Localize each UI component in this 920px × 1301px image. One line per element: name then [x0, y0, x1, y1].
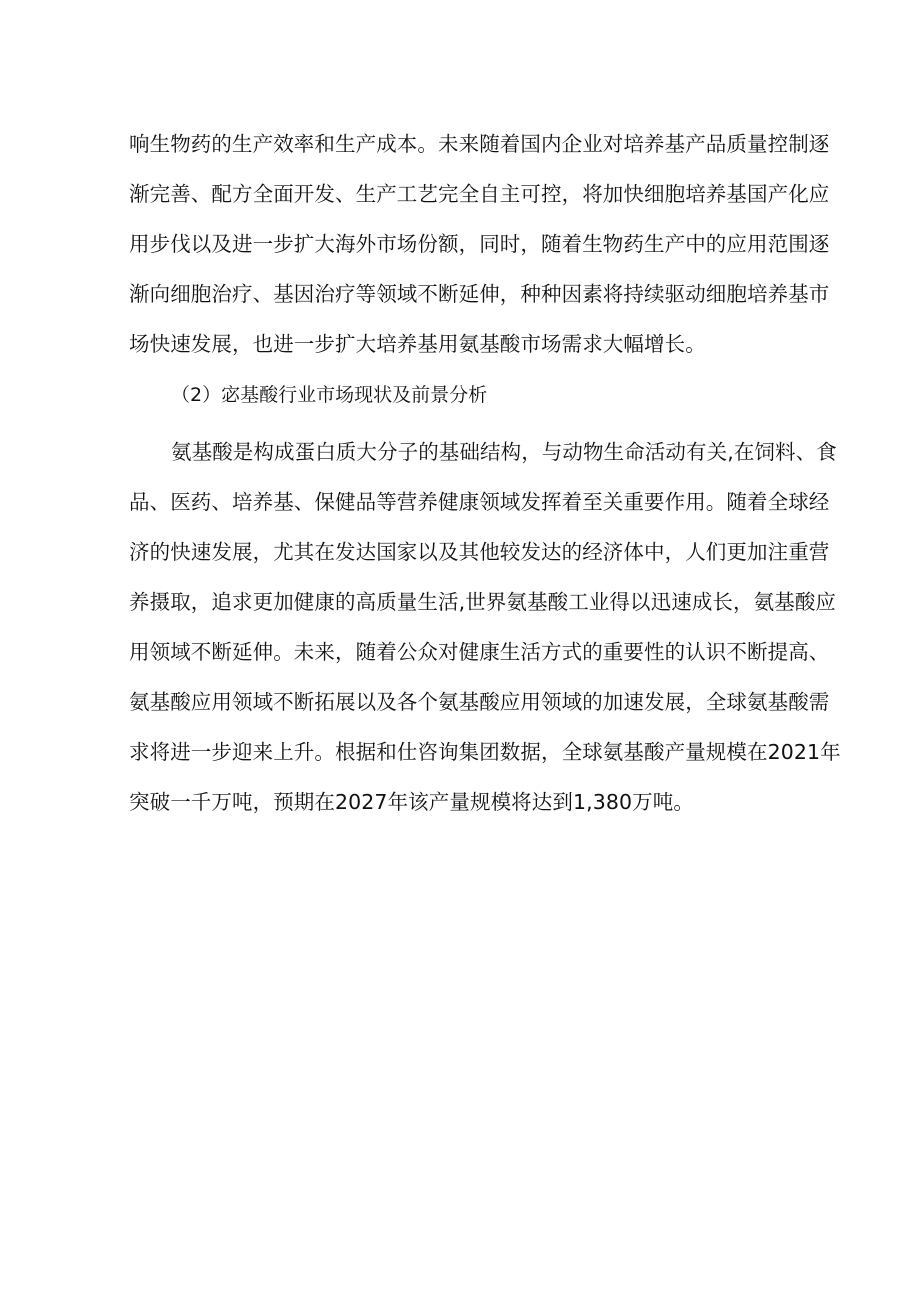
paragraph-1-line-3: 用步伐以及进一步扩大海外市场份额，同时，随着生物药生产中的应用范围逐 [129, 232, 830, 256]
paragraph-2-line-3: 济的快速发展，尤其在发达国家以及其他较发达的经济体中，人们更加注重营 [129, 540, 830, 564]
paragraph-2-line-5: 用领域不断延伸。未来，随着公众对健康生活方式的重要性的认识不断提高、 [129, 640, 830, 664]
paragraph-2-line-2: 品、医药、培养基、保健品等营养健康领域发挥着至关重要作用。随着全球经 [129, 490, 830, 514]
paragraph-2-line-8: 突破一千万吨，预期在2027年该产量规模将达到1,380万吨。 [129, 790, 694, 814]
paragraph-1-line-5: 场快速发展，也进一步扩大培养基用氨基酸市场需求大幅增长。 [129, 332, 706, 356]
paragraph-1-line-4: 渐向细胞治疗、基因治疗等领域不断延伸，种种因素将持续驱动细胞培养基市 [129, 282, 830, 306]
paragraph-2-line-7: 求将进一步迎来上升。根据和仕咨询集团数据，全球氨基酸产量规模在2021年 [129, 740, 841, 764]
paragraph-1-line-1: 响生物药的生产效率和生产成本。未来随着国内企业对培养基产品质量控制逐 [129, 132, 830, 156]
paragraph-1-line-2: 渐完善、配方全面开发、生产工艺完全自主可控，将加快细胞培养基国产化应 [129, 182, 830, 206]
paragraph-2-line-4: 养摄取，追求更加健康的高质量生活,世界氨基酸工业得以迅速成长，氨基酸应 [129, 590, 837, 614]
paragraph-2-line-6: 氨基酸应用领域不断拓展以及各个氨基酸应用领域的加速发展，全球氨基酸需 [129, 690, 830, 714]
paragraph-2-line-1: 氨基酸是构成蛋白质大分子的基础结构，与动物生命活动有关,在饲料、食 [171, 440, 837, 464]
section-heading: （2）宓基酸行业市场现状及前景分析 [171, 384, 488, 406]
